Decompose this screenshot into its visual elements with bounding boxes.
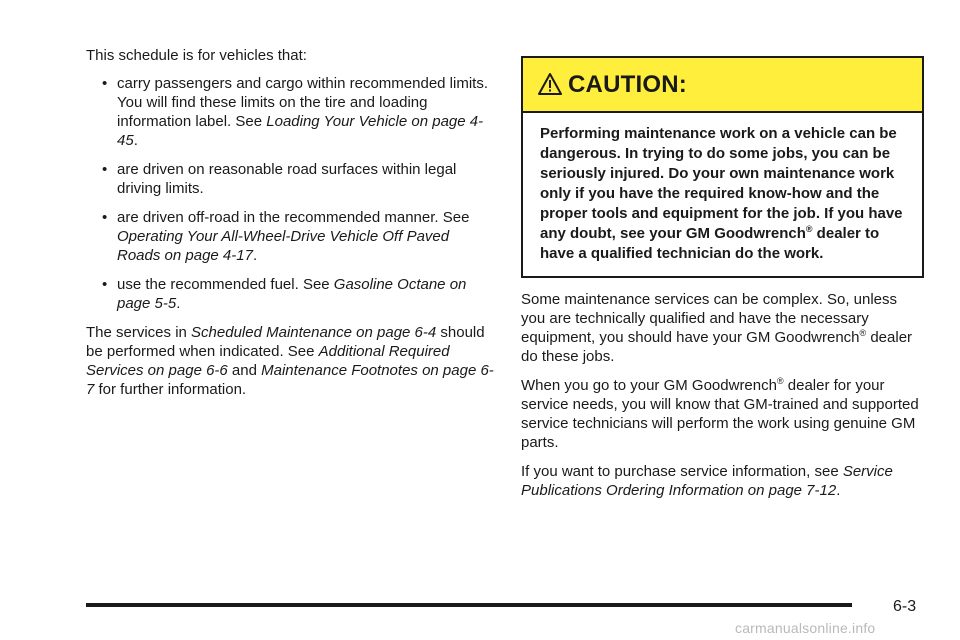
services-text: and — [227, 362, 262, 379]
registered-mark: ® — [805, 224, 813, 234]
bullet-icon: • — [102, 161, 108, 178]
bullet-text: carry passengers and cargo within recommended limits. You will find these limits on the tire and loading information label. See — [117, 75, 488, 130]
cross-reference-link[interactable]: Gasoline Octane on page 5-5 — [117, 276, 467, 312]
page-number: 6-3 — [893, 598, 917, 615]
paragraph-text: If you want to purchase service information, see — [521, 463, 843, 480]
cross-reference-link[interactable]: Maintenance Footnotes on page 6-7 — [86, 362, 494, 398]
service-info-paragraph — [521, 462, 924, 500]
services-text: for further information. — [94, 381, 247, 398]
caution-box — [521, 56, 924, 278]
registered-mark: ® — [859, 328, 867, 338]
bullet-text: are driven off-road in the recommended manner. See — [117, 209, 470, 226]
cross-reference-link[interactable]: Scheduled Maintenance on page 6-4 — [191, 324, 437, 341]
registered-mark: ® — [776, 376, 784, 386]
left-column — [86, 46, 496, 409]
caution-header — [523, 58, 922, 113]
right-column — [521, 56, 924, 510]
cross-reference-link[interactable]: Loading Your Vehicle on page 4-45 — [117, 113, 484, 149]
paragraph-text: . — [836, 482, 841, 499]
complexity-paragraph — [521, 290, 924, 366]
paragraph-text: dealer do these jobs. — [521, 329, 913, 365]
cross-reference-link[interactable]: Additional Required Services on page 6-6 — [86, 343, 450, 379]
list-item — [86, 74, 496, 150]
caution-text: dealer to have a qualified technician do the work. — [540, 225, 880, 262]
bullet-end: . — [133, 132, 138, 149]
vehicle-conditions-list — [86, 74, 496, 313]
list-item — [86, 160, 496, 198]
bullet-icon: • — [102, 276, 108, 293]
footer-rule — [86, 603, 852, 607]
bullet-text: are driven on reasonable road surfaces within legal driving limits. — [117, 161, 457, 197]
cross-reference-link[interactable]: Service Publications Ordering Information on page 7-12 — [521, 463, 893, 499]
services-text: The services in — [86, 324, 192, 341]
caution-text: Performing maintenance work on a vehicle can be dangerous. In trying to do some jobs, you can be seriously injured. Do your own maintenance work only if you have the required know-how and the proper tools and equipment for the job. If you have any doubt, see your GM Goodwrench — [540, 125, 903, 242]
dealer-paragraph — [521, 376, 924, 452]
bullet-text: use the recommended fuel. See — [117, 276, 334, 293]
services-paragraph — [86, 323, 496, 399]
caution-title: CAUTION: — [568, 71, 687, 98]
paragraph-text: dealer for your service needs, you will know that GM-trained and supported service technicians will perform the work using genuine GM parts. — [521, 377, 919, 451]
watermark: carmanualsonline.info — [735, 620, 876, 636]
warning-triangle-icon — [538, 72, 562, 96]
caution-body — [523, 113, 922, 276]
bullet-end: . — [176, 295, 181, 312]
list-item — [86, 208, 496, 265]
services-text: should be performed when indicated. See — [86, 324, 485, 360]
bullet-end: . — [252, 247, 258, 264]
bullet-icon: • — [102, 75, 108, 92]
cross-reference-link[interactable]: Operating Your All-Wheel-Drive Vehicle Off Paved Roads on page 4-17 — [117, 228, 450, 264]
paragraph-text: When you go to your GM Goodwrench — [521, 377, 777, 394]
intro-text: This schedule is for vehicles that: — [86, 47, 307, 64]
paragraph-text: Some maintenance services can be complex. So, unless you are technically qualified and have the necessary equipment, you should have your GM Goodwrench — [521, 291, 898, 346]
bullet-icon: • — [102, 209, 108, 226]
list-item — [86, 275, 496, 313]
